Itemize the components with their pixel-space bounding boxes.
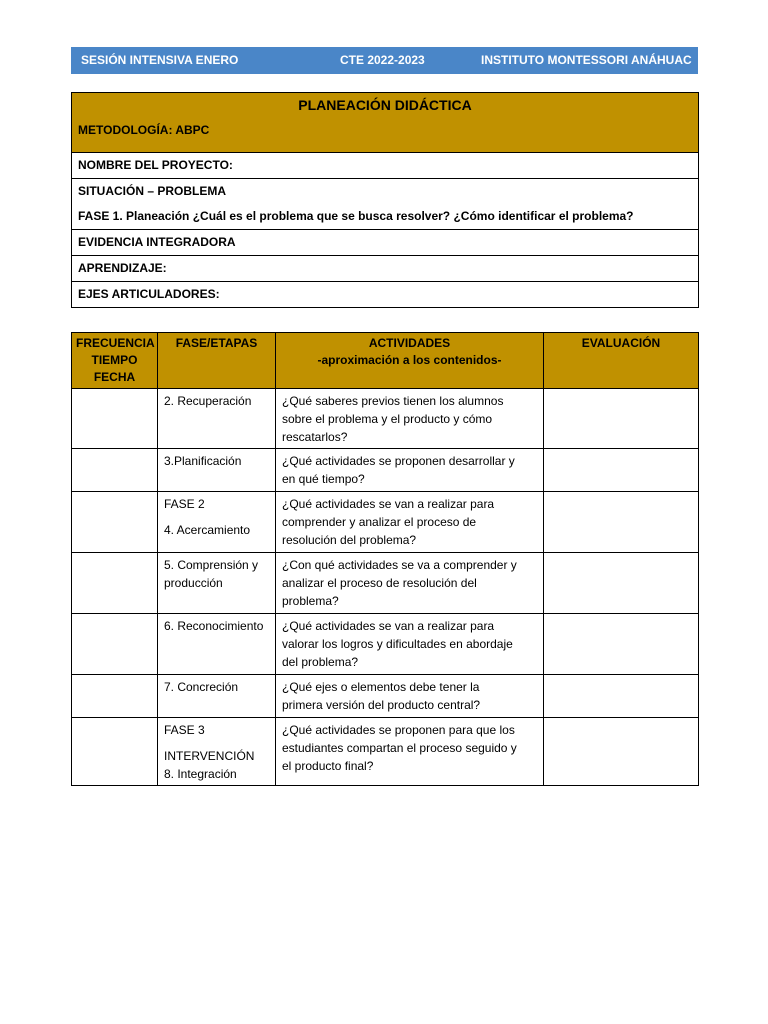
phase-line: 8. Integración	[164, 767, 237, 781]
activity-cell	[276, 675, 544, 718]
phase-line: FASE 3	[164, 723, 205, 737]
frequency-cell	[72, 389, 158, 449]
activity-cell	[276, 718, 544, 786]
phase-cell	[158, 614, 276, 675]
learning-cell: APRENDIZAJE:	[72, 256, 699, 282]
methodology-label: METODOLOGÍA: ABPC	[78, 123, 210, 137]
activity-cell	[276, 553, 544, 614]
session-label: SESIÓN INTENSIVA ENERO	[81, 53, 239, 67]
activity-line: rescatarlos?	[282, 430, 348, 444]
evaluation-cell	[544, 718, 699, 786]
table-row	[72, 553, 699, 614]
activity-line: resolución del problema?	[282, 533, 417, 547]
header-phase: FASE/ETAPAS	[158, 333, 276, 389]
evaluation-cell	[544, 675, 699, 718]
activity-line: comprender y analizar el proceso de	[282, 515, 477, 529]
activity-line: ¿Qué actividades se proponen para que los	[282, 723, 515, 737]
situation-label: SITUACIÓN – PROBLEMA	[78, 184, 227, 198]
header-frequency-line2: TIEMPO	[91, 353, 138, 367]
activity-line: ¿Qué actividades se van a realizar para	[282, 619, 495, 633]
table-row	[72, 675, 699, 718]
project-name-cell: NOMBRE DEL PROYECTO:	[72, 153, 699, 179]
frequency-cell	[72, 614, 158, 675]
frequency-cell	[72, 718, 158, 786]
header-activities-line2: -aproximación a los contenidos-	[317, 353, 502, 367]
phase-line: 4. Acercamiento	[164, 523, 251, 537]
activity-line: el producto final?	[282, 759, 374, 773]
activity-line: ¿Qué saberes previos tienen los alumnos	[282, 394, 504, 408]
header-activities-line1: ACTIVIDADES	[368, 336, 451, 350]
evaluation-cell	[544, 389, 699, 449]
header-frequency-line3: FECHA	[93, 370, 136, 384]
header-frequency-line1: FRECUENCIA	[76, 336, 155, 350]
phase-cell	[158, 553, 276, 614]
phase-line: producción	[164, 576, 223, 590]
phase-line: 7. Concreción	[164, 680, 239, 694]
frequency-cell	[72, 553, 158, 614]
activity-cell	[276, 389, 544, 449]
activity-line: ¿Con qué actividades se va a comprender y	[282, 558, 517, 572]
activity-line: sobre el problema y el producto y cómo	[282, 412, 493, 426]
activity-line: problema?	[282, 594, 339, 608]
table-row	[72, 718, 699, 786]
phase-line: 2. Recuperación	[164, 394, 252, 408]
phase-cell	[158, 718, 276, 786]
phase-line: 5. Comprensión y	[164, 558, 259, 572]
evaluation-cell	[544, 492, 699, 553]
evidence-cell: EVIDENCIA INTEGRADORA	[72, 230, 699, 256]
table-row	[72, 492, 699, 553]
phase1-label: FASE 1. Planeación ¿Cuál es el problema que se busca resolver? ¿Cómo identificar el problema?	[78, 209, 634, 223]
activity-cell	[276, 449, 544, 492]
phase-line: 3.Planificación	[164, 454, 242, 468]
activity-line: ¿Qué actividades se proponen desarrollar y	[282, 454, 515, 468]
header-evaluation: EVALUACIÓN	[544, 333, 699, 389]
table-row	[72, 614, 699, 675]
table-row	[72, 449, 699, 492]
evaluation-cell	[544, 614, 699, 675]
header-bar	[71, 47, 698, 74]
activity-line: estudiantes compartan el proceso seguido y	[282, 741, 517, 755]
evaluation-cell	[544, 449, 699, 492]
table-row	[72, 389, 699, 449]
phase-cell	[158, 492, 276, 553]
evaluation-cell	[544, 553, 699, 614]
activities-table	[71, 332, 699, 786]
activity-line: valorar los logros y dificultades en abordaje	[282, 637, 513, 651]
activity-line: analizar el proceso de resolución del	[282, 576, 477, 590]
frequency-cell	[72, 675, 158, 718]
frequency-cell	[72, 492, 158, 553]
situation-cell	[72, 179, 699, 230]
activity-line: en qué tiempo?	[282, 472, 365, 486]
phase-cell	[158, 449, 276, 492]
activity-line: ¿Qué ejes o elementos debe tener la	[282, 680, 480, 694]
header-activities	[276, 333, 544, 389]
axes-cell: EJES ARTICULADORES:	[72, 282, 699, 308]
activity-line: del problema?	[282, 655, 359, 669]
cte-label: CTE 2022-2023	[340, 53, 425, 67]
institute-label: INSTITUTO MONTESSORI ANÁHUAC	[481, 53, 692, 67]
page-title: PLANEACIÓN DIDÁCTICA	[298, 97, 472, 113]
activity-cell	[276, 492, 544, 553]
phase-line: FASE 2	[164, 497, 205, 511]
info-table	[71, 92, 699, 308]
phase-line: 6. Reconocimiento	[164, 619, 264, 633]
activity-line: ¿Qué actividades se van a realizar para	[282, 497, 495, 511]
activity-line: primera versión del producto central?	[282, 698, 481, 712]
activity-cell	[276, 614, 544, 675]
phase-cell	[158, 389, 276, 449]
frequency-cell	[72, 449, 158, 492]
phase-line: INTERVENCIÓN	[164, 749, 255, 763]
phase-cell	[158, 675, 276, 718]
title-cell	[72, 93, 699, 153]
header-frequency	[72, 333, 158, 389]
